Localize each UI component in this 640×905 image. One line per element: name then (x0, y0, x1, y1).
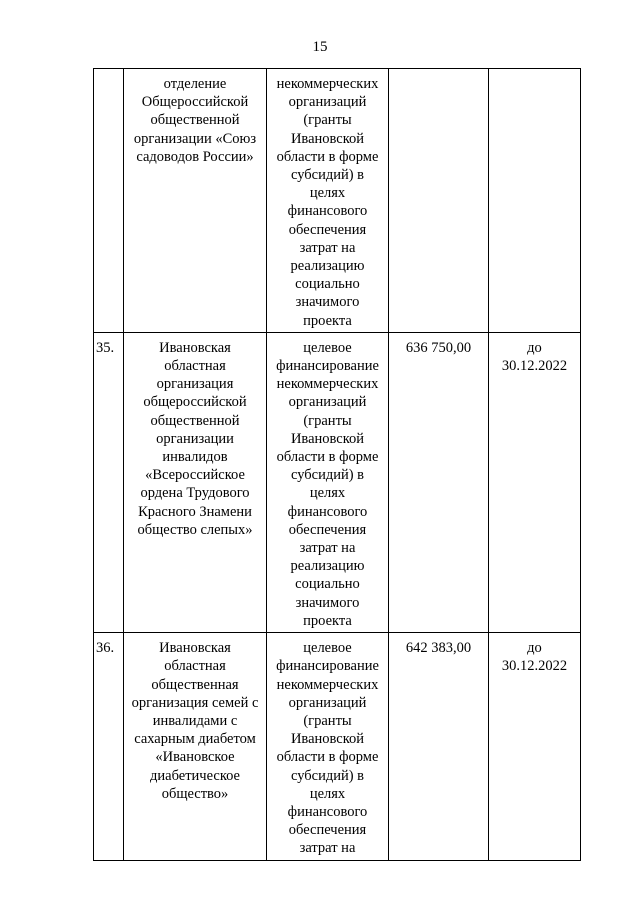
grants-table (93, 68, 581, 861)
deadline-cell (489, 69, 581, 333)
deadline: до 30.12.2022 (501, 339, 568, 375)
page-number: 15 (312, 39, 328, 55)
deadline-cell (489, 633, 581, 860)
amount-cell (389, 633, 489, 860)
amount: 636 750,00 (405, 339, 472, 356)
table-row (94, 332, 581, 632)
amount: 642 383,00 (405, 640, 472, 657)
amount-cell (389, 332, 489, 632)
organization-cell (124, 633, 267, 860)
support-type-cell (267, 633, 389, 860)
deadline-cell (489, 332, 581, 632)
support-type-cell (267, 332, 389, 632)
table-row (94, 633, 581, 860)
organization-name: Ивановская областная общественная организация семей с инвалидами с сахарным диабетом «Ивановское диабетическое общество» (131, 640, 259, 802)
support-type-cell (267, 69, 389, 333)
organization-name: отделение Общероссийской общественной организации «Союз садоводов России» (133, 76, 257, 165)
row-number-cell (94, 332, 124, 632)
organization-cell (124, 332, 267, 632)
support-type: некоммерческих организаций (гранты Ивановской области в форме субсидий) в целях финансового обеспечения затрат на реализацию социально значимого проекта (276, 76, 379, 329)
amount-cell (389, 69, 489, 333)
deadline: до 30.12.2022 (501, 640, 568, 675)
row-number-cell (94, 69, 124, 333)
row-number: 36. (96, 640, 115, 657)
organization-cell (124, 69, 267, 333)
support-type: целевое финансирование некоммерческих организаций (гранты Ивановской области в форме субсидий) в целях финансового обеспечения затрат на (276, 640, 379, 857)
row-number-cell (94, 633, 124, 860)
support-type: целевое финансирование некоммерческих организаций (гранты Ивановской области в форме субсидий) в целях финансового обеспечения затрат на реализацию социально значимого проекта (276, 339, 379, 629)
table-row (94, 69, 581, 333)
organization-name: Ивановская областная организация общероссийской общественной организации инвалидов «Всероссийское ордена Трудового Красного Знамени общество слепых» (137, 339, 253, 538)
row-number: 35. (96, 339, 115, 356)
